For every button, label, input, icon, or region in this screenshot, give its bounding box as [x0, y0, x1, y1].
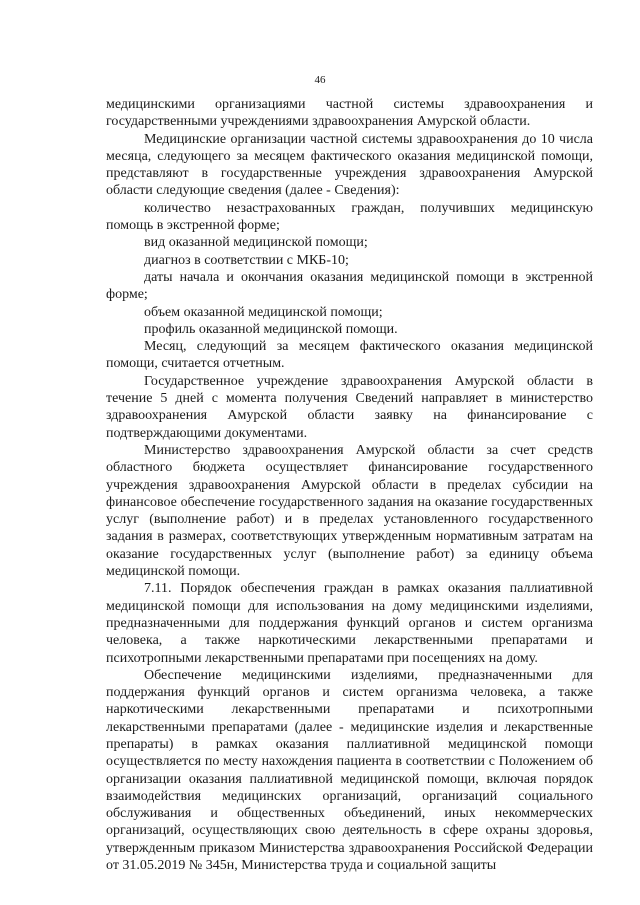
list-item: вид оказанной медицинской помощи; — [144, 235, 368, 251]
paragraph: медицинскими организациями частной системы здравоохранения и государственными учреждениями здравоохранения Амурской области. — [106, 97, 593, 130]
list-item: профиль оказанной медицинской помощи. — [144, 321, 398, 337]
list-item: объем оказанной медицинской помощи; — [144, 304, 383, 320]
paragraph: Государственное учреждение здравоохранения Амурской области в течение 5 дней с момента получения Сведений направляет в министерство здравоохранения Амурской области заявку на финансирование с подтверждающими документами. — [106, 373, 593, 441]
page-number: 46 — [314, 74, 326, 86]
document-body — [106, 96, 593, 874]
section-paragraph: 7.11. Порядок обеспечения граждан в рамках оказания паллиативной медицинской помощи для использования на дому медицинскими изделиями, предназначенными для поддержания функций органов и систем организма человека, а также наркотическими лекарственными препаратами и психотропными лекарственными препаратами при посещениях на дому. — [106, 581, 593, 666]
list-item: диагноз в соответствии с МКБ-10; — [144, 252, 349, 268]
paragraph: Медицинские организации частной системы здравоохранения до 10 числа месяца, следующего за месяцем фактического оказания медицинской помощи, представляют в государственные учреждения здравоохранения Амурской области следующие сведения (далее - Сведения): — [106, 131, 593, 199]
list-item: количество незастрахованных граждан, получивших медицинскую помощь в экстренной форме; — [106, 200, 593, 234]
paragraph: Обеспечение медицинскими изделиями, предназначенными для поддержания функций органов и систем организма человека, а также наркотическими лекарственными препаратами и психотропными лекарственными препаратами (далее - медицинские изделия и лекарственные препараты) в рамках оказания паллиативной медицинской помощи осуществляется по месту нахождения пациента в соответствии с Положением об организации оказания паллиативной медицинской помощи, включая порядок взаимодействия медицинских организаций, организаций социального обслуживания и общественных объединений, иных некоммерческих организаций, осуществляющих свою деятельность в сфере охраны здоровья, утвержденным приказом Министерства здравоохранения Российской Федерации от 31.05.2019 № 345н, Министерства труда и социальной защиты — [106, 667, 593, 874]
paragraph: Месяц, следующий за месяцем фактического оказания медицинской помощи, считается отчетным. — [106, 339, 593, 372]
paragraph: Министерство здравоохранения Амурской области за счет средств областного бюджета осуществляет финансирование государственного учреждения здравоохранения Амурской области в пределах субсидии на финансовое обеспечение государственного задания на оказание государственных услуг (выполнение работ) и в пределах установленного государственного задания в размерах, соответствующих утвержденным нормативным затратам на оказание государственных услуг (выполнение работ) за единицу объема медицинской помощи. — [106, 442, 593, 580]
list-item: даты начала и окончания оказания медицинской помощи в экстренной форме; — [106, 269, 593, 303]
